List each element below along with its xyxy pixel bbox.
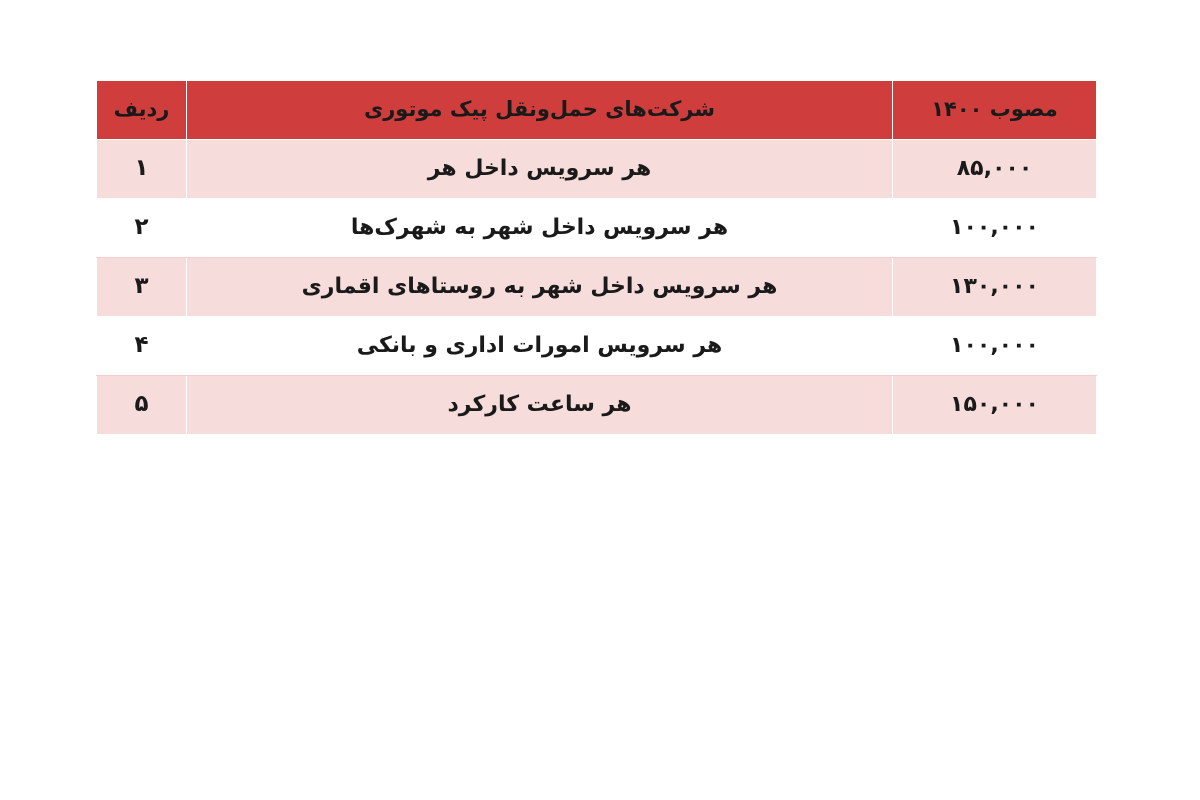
cell-value: ۱۵۰,۰۰۰: [893, 376, 1097, 435]
table-row: [97, 140, 1097, 199]
cell-value: ۱۰۰,۰۰۰: [893, 199, 1097, 258]
table-row: [97, 317, 1097, 376]
table-head: [97, 81, 1097, 140]
cell-value: ۱۳۰,۰۰۰: [893, 258, 1097, 317]
cell-index: ۳: [97, 258, 187, 317]
column-header-approved-1400: مصوب ۱۴۰۰: [893, 81, 1097, 140]
cell-title: هر سرویس داخل هر: [187, 140, 893, 199]
cell-title: هر ساعت کارکرد: [187, 376, 893, 435]
table-body: [97, 140, 1097, 435]
cell-index: ۵: [97, 376, 187, 435]
column-header-row-number: ردیف: [97, 81, 187, 140]
table-row: [97, 199, 1097, 258]
cell-title: هر سرویس داخل شهر به روستاهای اقماری: [187, 258, 893, 317]
table-row: [97, 258, 1097, 317]
cell-value: ۸۵,۰۰۰: [893, 140, 1097, 199]
rate-table-container: [97, 80, 1097, 435]
motorcycle-courier-rate-table: [96, 80, 1097, 435]
table-header-row: [97, 81, 1097, 140]
cell-title: هر سرویس داخل شهر به شهرک‌ها: [187, 199, 893, 258]
cell-index: ۲: [97, 199, 187, 258]
table-row: [97, 376, 1097, 435]
cell-index: ۱: [97, 140, 187, 199]
cell-value: ۱۰۰,۰۰۰: [893, 317, 1097, 376]
cell-index: ۴: [97, 317, 187, 376]
column-header-company-title: شرکت‌های حمل‌ونقل پیک موتوری: [187, 81, 893, 140]
cell-title: هر سرویس امورات اداری و بانکی: [187, 317, 893, 376]
